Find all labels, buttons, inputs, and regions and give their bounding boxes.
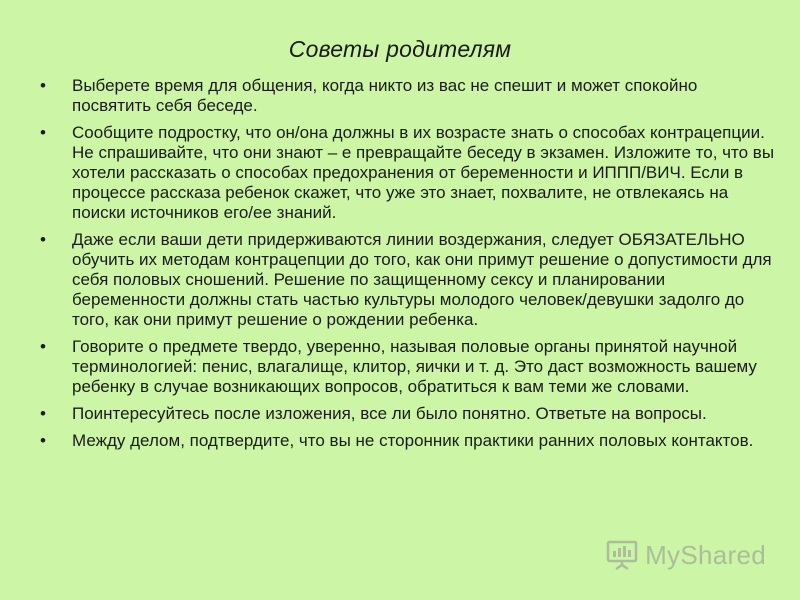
bullet-item <box>40 337 780 397</box>
bullet-marker: • <box>40 337 46 356</box>
presentation-board-icon <box>605 538 639 572</box>
bullet-text: Поинтересуйтесь после изложения, все ли было понятно. Ответьте на вопросы. <box>72 404 707 423</box>
bullet-marker: • <box>40 431 46 450</box>
bullet-text: Между делом, подтвердите, что вы не сторонник практики ранних половых контактов. <box>72 431 754 450</box>
bullet-text: Выберете время для общения, когда никто из вас не спешит и может спокойно посвятить себя беседе. <box>72 76 698 115</box>
bullet-marker: • <box>40 404 46 423</box>
bullet-marker: • <box>40 230 46 249</box>
bullet-marker: • <box>40 76 46 95</box>
bullet-item <box>40 123 780 223</box>
bullet-text: Говорите о предмете твердо, уверенно, называя половые органы принятой научной терминологией: пенис, влагалище, клитор, яички и т. д. Это даст возможность вашему ребенку в случае возникающих вопросов, обратиться к вам теми же словами. <box>72 337 757 396</box>
bullet-text: Сообщите подростку, что он/она должны в их возрасте знать о способах контрацепции. Не спрашивайте, что они знают – е превращайте беседу в экзамен. Изложите то, что вы хотели рассказать о способах предохранения от беременности и ИППП/ВИЧ. Если в процессе рассказа ребенок скажет, что уже это знает, похвалите, не отвлекаясь на поиски источников его/ее знаний. <box>72 123 775 222</box>
bullet-list <box>40 76 780 458</box>
bullet-item <box>40 230 780 330</box>
myshared-watermark <box>605 538 766 572</box>
watermark-text: MyShared <box>645 539 766 570</box>
bullet-item <box>40 431 780 451</box>
slide-title: Советы родителям <box>288 36 512 62</box>
bullet-marker: • <box>40 123 46 142</box>
bullet-item <box>40 76 780 116</box>
bullet-text: Даже если ваши дети придерживаются линии воздержания, следует ОБЯЗАТЕЛЬНО обучить их методам контрацепции до того, как они примут решение о допустимости для себя половых сношений. Решение по защищенному сексу и планировании беременности должны стать частью культуры молодого человек/девушки задолго до того, как они примут решение о рождении ребенка. <box>72 230 772 329</box>
bullet-item <box>40 404 780 424</box>
